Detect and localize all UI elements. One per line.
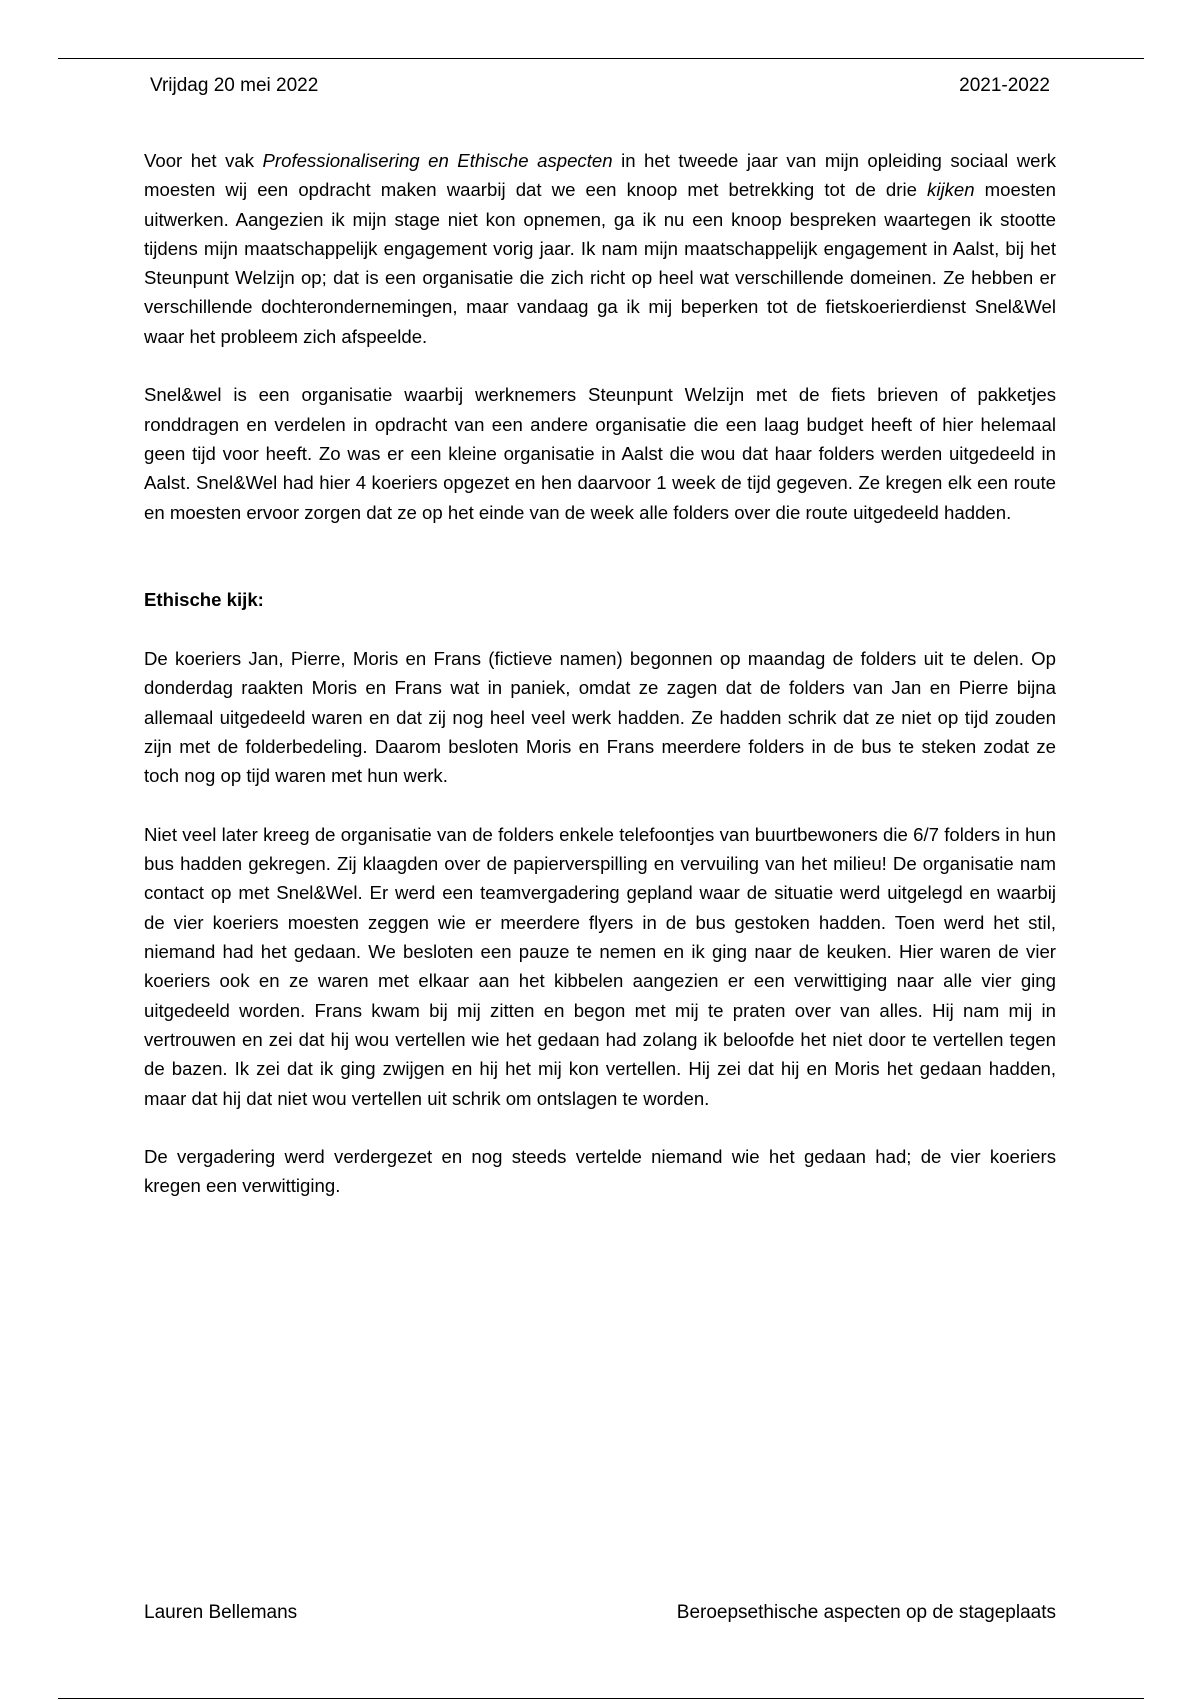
paragraph-koeriers: De koeriers Jan, Pierre, Moris en Frans (fictieve namen) begonnen op maandag de folders uit te delen. Op donderdag raakten Moris en Frans wat in paniek, omdat ze zagen dat de folders van Jan en Pierre bijna allemaal uitgedeeld waren en dat zij nog heel veel werk hadden. Ze hadden schrik dat ze niet op tijd zouden zijn met de folderbedeling. Daarom besloten Moris en Frans meerdere folders in de bus te steken zodat ze toch nog op tijd waren met hun werk.	[144, 648, 1056, 787]
text-run: Voor het vak	[144, 150, 263, 171]
footer-author: Lauren Bellemans	[144, 1602, 298, 1623]
header-date: Vrijdag 20 mei 2022	[150, 75, 319, 96]
bottom-rule	[58, 1698, 1144, 1699]
document-body	[144, 146, 1056, 1230]
text-run: in het tweede jaar van mijn opleiding sociaal werk moesten wij een opdracht maken waarbij dat we een knoop met betrekking tot de drie	[144, 150, 1057, 201]
course-name: Professionalisering en Ethische aspecten	[262, 150, 613, 171]
text-run: moesten uitwerken. Aangezien ik mijn stage niet kon opnemen, ga ik nu een knoop bespreken waartegen ik stootte tijdens mijn maatschappelijk engagement vorig jaar. Ik nam mijn maatschappelijk engagement in Aalst, bij het Steunpunt Welzijn op; dat is een organisatie die zich richt op heel wat verschillende domeinen. Ze hebben er verschillende dochterondernemingen, maar vandaag ga ik mij beperken tot de fietskoerierdienst Snel&Wel waar het probleem zich afspeelde.	[144, 179, 1056, 347]
paragraph-telefoontjes: Niet veel later kreeg de organisatie van de folders enkele telefoontjes van buurtbewoners die 6/7 folders in hun bus hadden gekregen. Zij klaagden over de papierverspilling en vervuiling van het milieu! De organisatie nam contact op met Snel&Wel. Er werd een teamvergadering gepland waar de situatie werd uitgelegd en waarbij de vier koeriers moesten zeggen wie er meerdere flyers in de bus gestoken hadden. Toen werd het stil, niemand had het gedaan. We besloten een pauze te nemen en ik ging naar de keuken. Hier waren de vier koeriers ook en ze waren met elkaar aan het kibbelen aangezien er een verwittiging naar alle vier ging uitgedeeld worden. Frans kwam bij mij zitten en begon met mij te praten over van alles. Hij nam mij in vertrouwen en zei dat hij wou vertellen wie het gedaan had zolang ik beloofde het niet door te vertellen tegen de bazen. Ik zei dat ik ging zwijgen en hij het mij kon vertellen. Hij zei dat hij en Moris het gedaan hadden, maar dat hij dat niet wou vertellen uit schrik om ontslagen te worden.	[144, 823, 1056, 1109]
paragraph-vergadering: De vergadering werd verdergezet en nog steeds vertelde niemand wie het gedaan had; de vier koeriers kregen een verwittiging.	[144, 1146, 1056, 1197]
footer-course: Beroepsethische aspecten op de stageplaats	[676, 1602, 1056, 1623]
paragraph-snel-en-wel: Snel&wel is een organisatie waarbij werknemers Steunpunt Welzijn met de fiets brieven of pakketjes ronddragen en verdelen in opdracht van een andere organisatie die een laag budget heeft of hier helemaal geen tijd voor heeft. Zo was er een kleine organisatie in Aalst die wou dat haar folders werden uitgedeeld in Aalst. Snel&Wel had hier 4 koeriers opgezet en hen daarvoor 1 week de tijd gegeven. Ze kregen elk een route en moesten ervoor zorgen dat ze op het einde van de week alle folders over die route uitgedeeld hadden.	[144, 384, 1056, 523]
top-rule	[58, 58, 1144, 59]
paragraph-intro	[144, 146, 1056, 351]
section-heading: Ethische kijk:	[144, 589, 264, 611]
kijken-term: kijken	[927, 179, 975, 201]
header-school-year: 2021-2022	[959, 75, 1050, 96]
